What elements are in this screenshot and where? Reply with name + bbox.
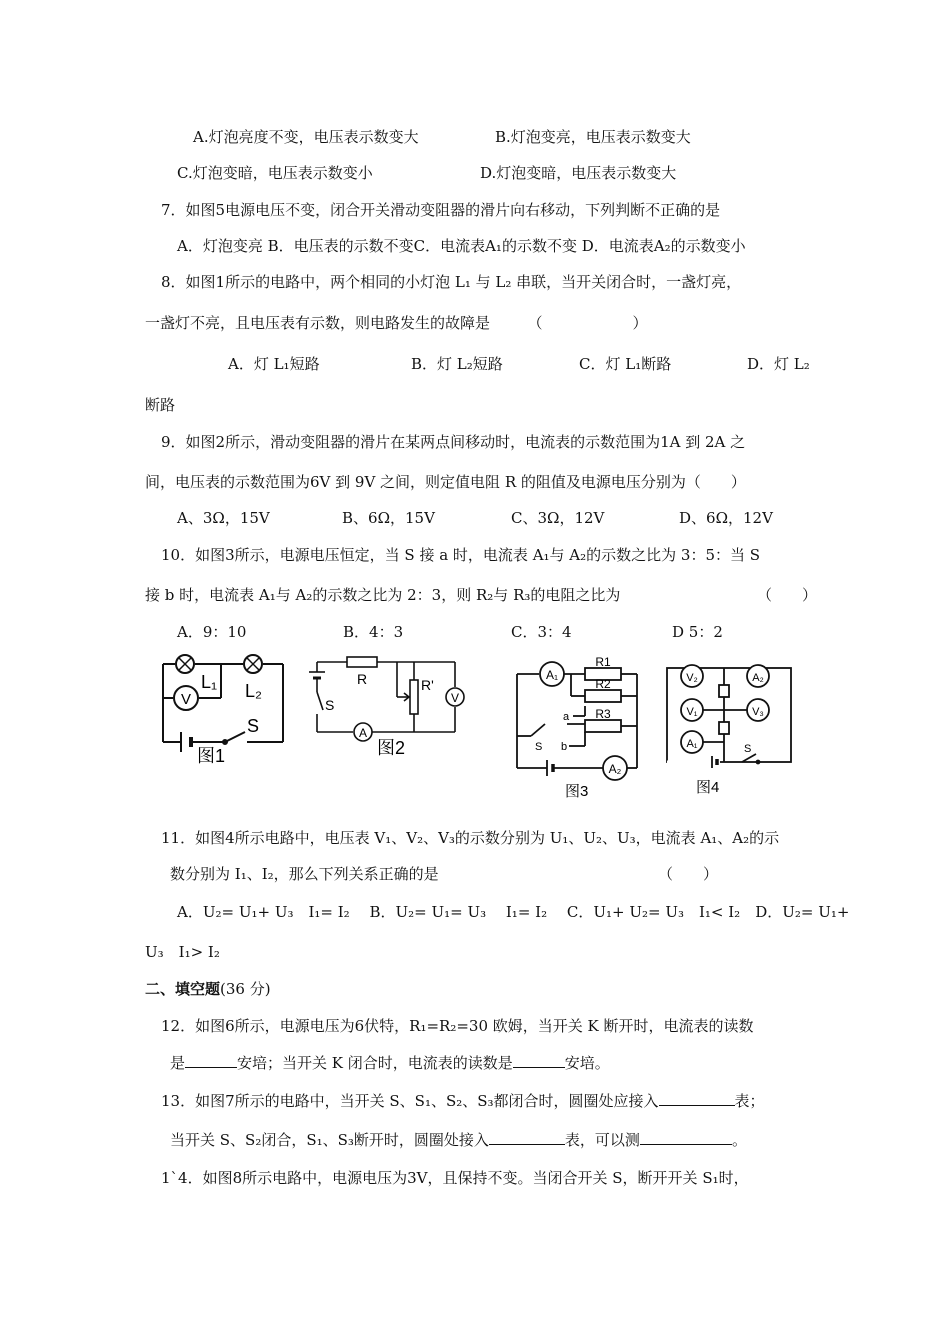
section-2-title: 二、填空题 (145, 980, 221, 998)
fig3-r2-label: R2 (595, 677, 611, 691)
fig4-caption: 图4 (696, 779, 720, 796)
q12-text-c: 安培。 (564, 1054, 610, 1072)
q8-option-d-continued: 断路 (145, 396, 176, 414)
q10-option-c: C．3：4 (511, 623, 572, 641)
q6-option-c: C.灯泡变暗，电压表示数变小 (177, 164, 373, 182)
q13-blank-2[interactable] (489, 1130, 565, 1145)
q9-option-c: C、3Ω，12V (511, 509, 605, 527)
q7-stem: 7．如图5电源电压不变，闭合开关滑动变阻器的滑片向右移动，下列判断不正确的是 (161, 201, 721, 219)
fig2-switch-label: S (325, 697, 335, 713)
q8-option-c: C．灯 L₁断路 (579, 355, 672, 373)
q9-stem-line2: 间，电压表的示数范围为6V 到 9V 之间，则定值电阻 R 的阻值及电源电压分别为（ ） (145, 473, 746, 491)
q6-option-a: A.灯泡亮度不变，电压表示数变大 (193, 128, 419, 146)
figure-2-circuit (305, 652, 475, 762)
q10-option-b: B．4：3 (343, 623, 404, 641)
q11-stem-line2: 数分别为 I₁、I₂，那么下列关系正确的是 (170, 865, 439, 883)
q13-text-c: 当开关 S、S₂闭合，S₁、S₃断开时，圆圈处接入 (170, 1131, 489, 1149)
fig3-caption: 图3 (565, 783, 589, 800)
q12-stem-line2 (170, 1053, 610, 1073)
q11-options-continued: U₃ I₁> I₂ (145, 943, 220, 961)
q13-text-b: 表； (734, 1092, 765, 1110)
fig3-r3-label: R3 (595, 707, 611, 721)
q13-text-a: 13．如图7所示的电路中，当开关 S、S₁、S₂、S₃都闭合时，圆圈处应接入 (161, 1092, 659, 1110)
q13-stem-line2 (170, 1130, 747, 1150)
section-2-heading (145, 979, 271, 999)
fig2-ammeter-label: A (358, 726, 368, 740)
q8-option-b: B．灯 L₂短路 (411, 355, 503, 373)
fig1-switch-label: S (247, 716, 260, 736)
fig4-a2-label: A₂ (752, 672, 764, 684)
figure-4-circuit (662, 658, 796, 798)
q13-blank-3[interactable] (640, 1130, 732, 1145)
q14-stem-line1: 1`4．如图8所示电路中，电源电压为3V，且保持不变。当闭合开关 S，断开开关 S₁时， (161, 1169, 749, 1187)
figure-1-circuit (155, 652, 295, 768)
q9-option-d: D、6Ω，12V (679, 509, 773, 527)
fig3-r1-label: R1 (595, 656, 611, 669)
q13-text-d: 表，可以测 (564, 1131, 640, 1149)
q12-blank-2[interactable] (513, 1053, 565, 1068)
q12-blank-1[interactable] (185, 1053, 237, 1068)
q10-answer-bracket: （ ） (757, 586, 818, 604)
fig3-switch-label: S (535, 741, 543, 753)
fig4-v2-label: V₂ (686, 672, 698, 684)
fig3-terminal-a: a (563, 711, 570, 723)
fig1-voltmeter-label: V (180, 691, 192, 708)
q12-stem-line1: 12．如图6所示，电源电压为6伏特，R₁=R₂=30 欧姆，当开关 K 断开时，电流表的读数 (161, 1017, 754, 1035)
q6-option-d: D.灯泡变暗，电压表示数变大 (480, 164, 677, 182)
fig2-resistor-label: R (356, 671, 368, 687)
q12-text-b: 安培；当开关 K 闭合时，电流表的读数是 (237, 1054, 513, 1072)
q12-text-a: 是 (170, 1054, 186, 1072)
q10-stem-line1: 10．如图3所示，电源电压恒定，当 S 接 a 时，电流表 A₁与 A₂的示数之比为 3：5：当 S (161, 546, 761, 564)
q9-option-a: A、3Ω，15V (177, 509, 270, 527)
q10-option-d: D 5：2 (672, 623, 723, 641)
fig1-caption: 图1 (197, 746, 226, 766)
q13-blank-1[interactable] (659, 1091, 735, 1106)
q11-answer-bracket: （ ） (658, 865, 719, 883)
q10-stem-line2: 接 b 时，电流表 A₁与 A₂的示数之比为 2：3，则 R₂与 R₃的电阻之比为 (145, 586, 621, 604)
fig3-a1-label: A₁ (545, 668, 559, 682)
fig1-l1-label: L₁ (201, 672, 218, 692)
fig3-a2-label: A₂ (608, 762, 622, 776)
fig2-rheostat-label: R' (421, 677, 434, 693)
section-2-score: (36 分) (220, 980, 271, 998)
q8-option-a: A．灯 L₁短路 (228, 355, 320, 373)
q10-option-a: A．9：10 (177, 623, 247, 641)
q13-text-e: 。 (731, 1131, 747, 1149)
fig4-v3-label: V₃ (752, 706, 764, 718)
q9-stem-line1: 9．如图2所示，滑动变阻器的滑片在某两点间移动时，电流表的示数范围为1A 到 2A 之 (161, 433, 746, 451)
fig4-v1-label: V₁ (686, 706, 698, 718)
fig4-a1-label: A₁ (686, 738, 698, 750)
figure-3-circuit (507, 656, 655, 801)
fig4-switch-label: S (744, 743, 752, 755)
fig1-l2-label: L₂ (245, 681, 262, 701)
q8-option-d: D．灯 L₂ (747, 355, 810, 373)
q7-options: A．灯泡变亮 B．电压表的示数不变C．电流表A₁的示数不变 D．电流表A₂的示数变小 (177, 237, 746, 255)
q11-stem-line1: 11．如图4所示电路中，电压表 V₁、V₂、V₃的示数分别为 U₁、U₂、U₃，电流表 A₁、A₂的示 (161, 829, 780, 847)
q9-option-b: B、6Ω，15V (342, 509, 435, 527)
q6-option-b: B.灯泡变亮，电压表示数变大 (495, 128, 691, 146)
fig2-caption: 图2 (377, 738, 406, 758)
fig2-voltmeter-label: V (450, 691, 460, 705)
q11-options: A．U₂= U₁+ U₃ I₁= I₂ B．U₂= U₁= U₃ I₁= I₂ C．U₁+ U₂= U₃ I₁< I₂ D．U₂= U₁+ (177, 903, 850, 921)
q8-stem-line1: 8．如图1所示的电路中，两个相同的小灯泡 L₁ 与 L₂ 串联，当开关闭合时，一盏灯亮， (161, 273, 742, 291)
fig3-terminal-b: b (561, 741, 568, 753)
q13-stem-line1 (161, 1091, 765, 1111)
q8-stem-line2: 一盏灯不亮，且电压表有示数，则电路发生的故障是 （ ） (145, 314, 648, 332)
